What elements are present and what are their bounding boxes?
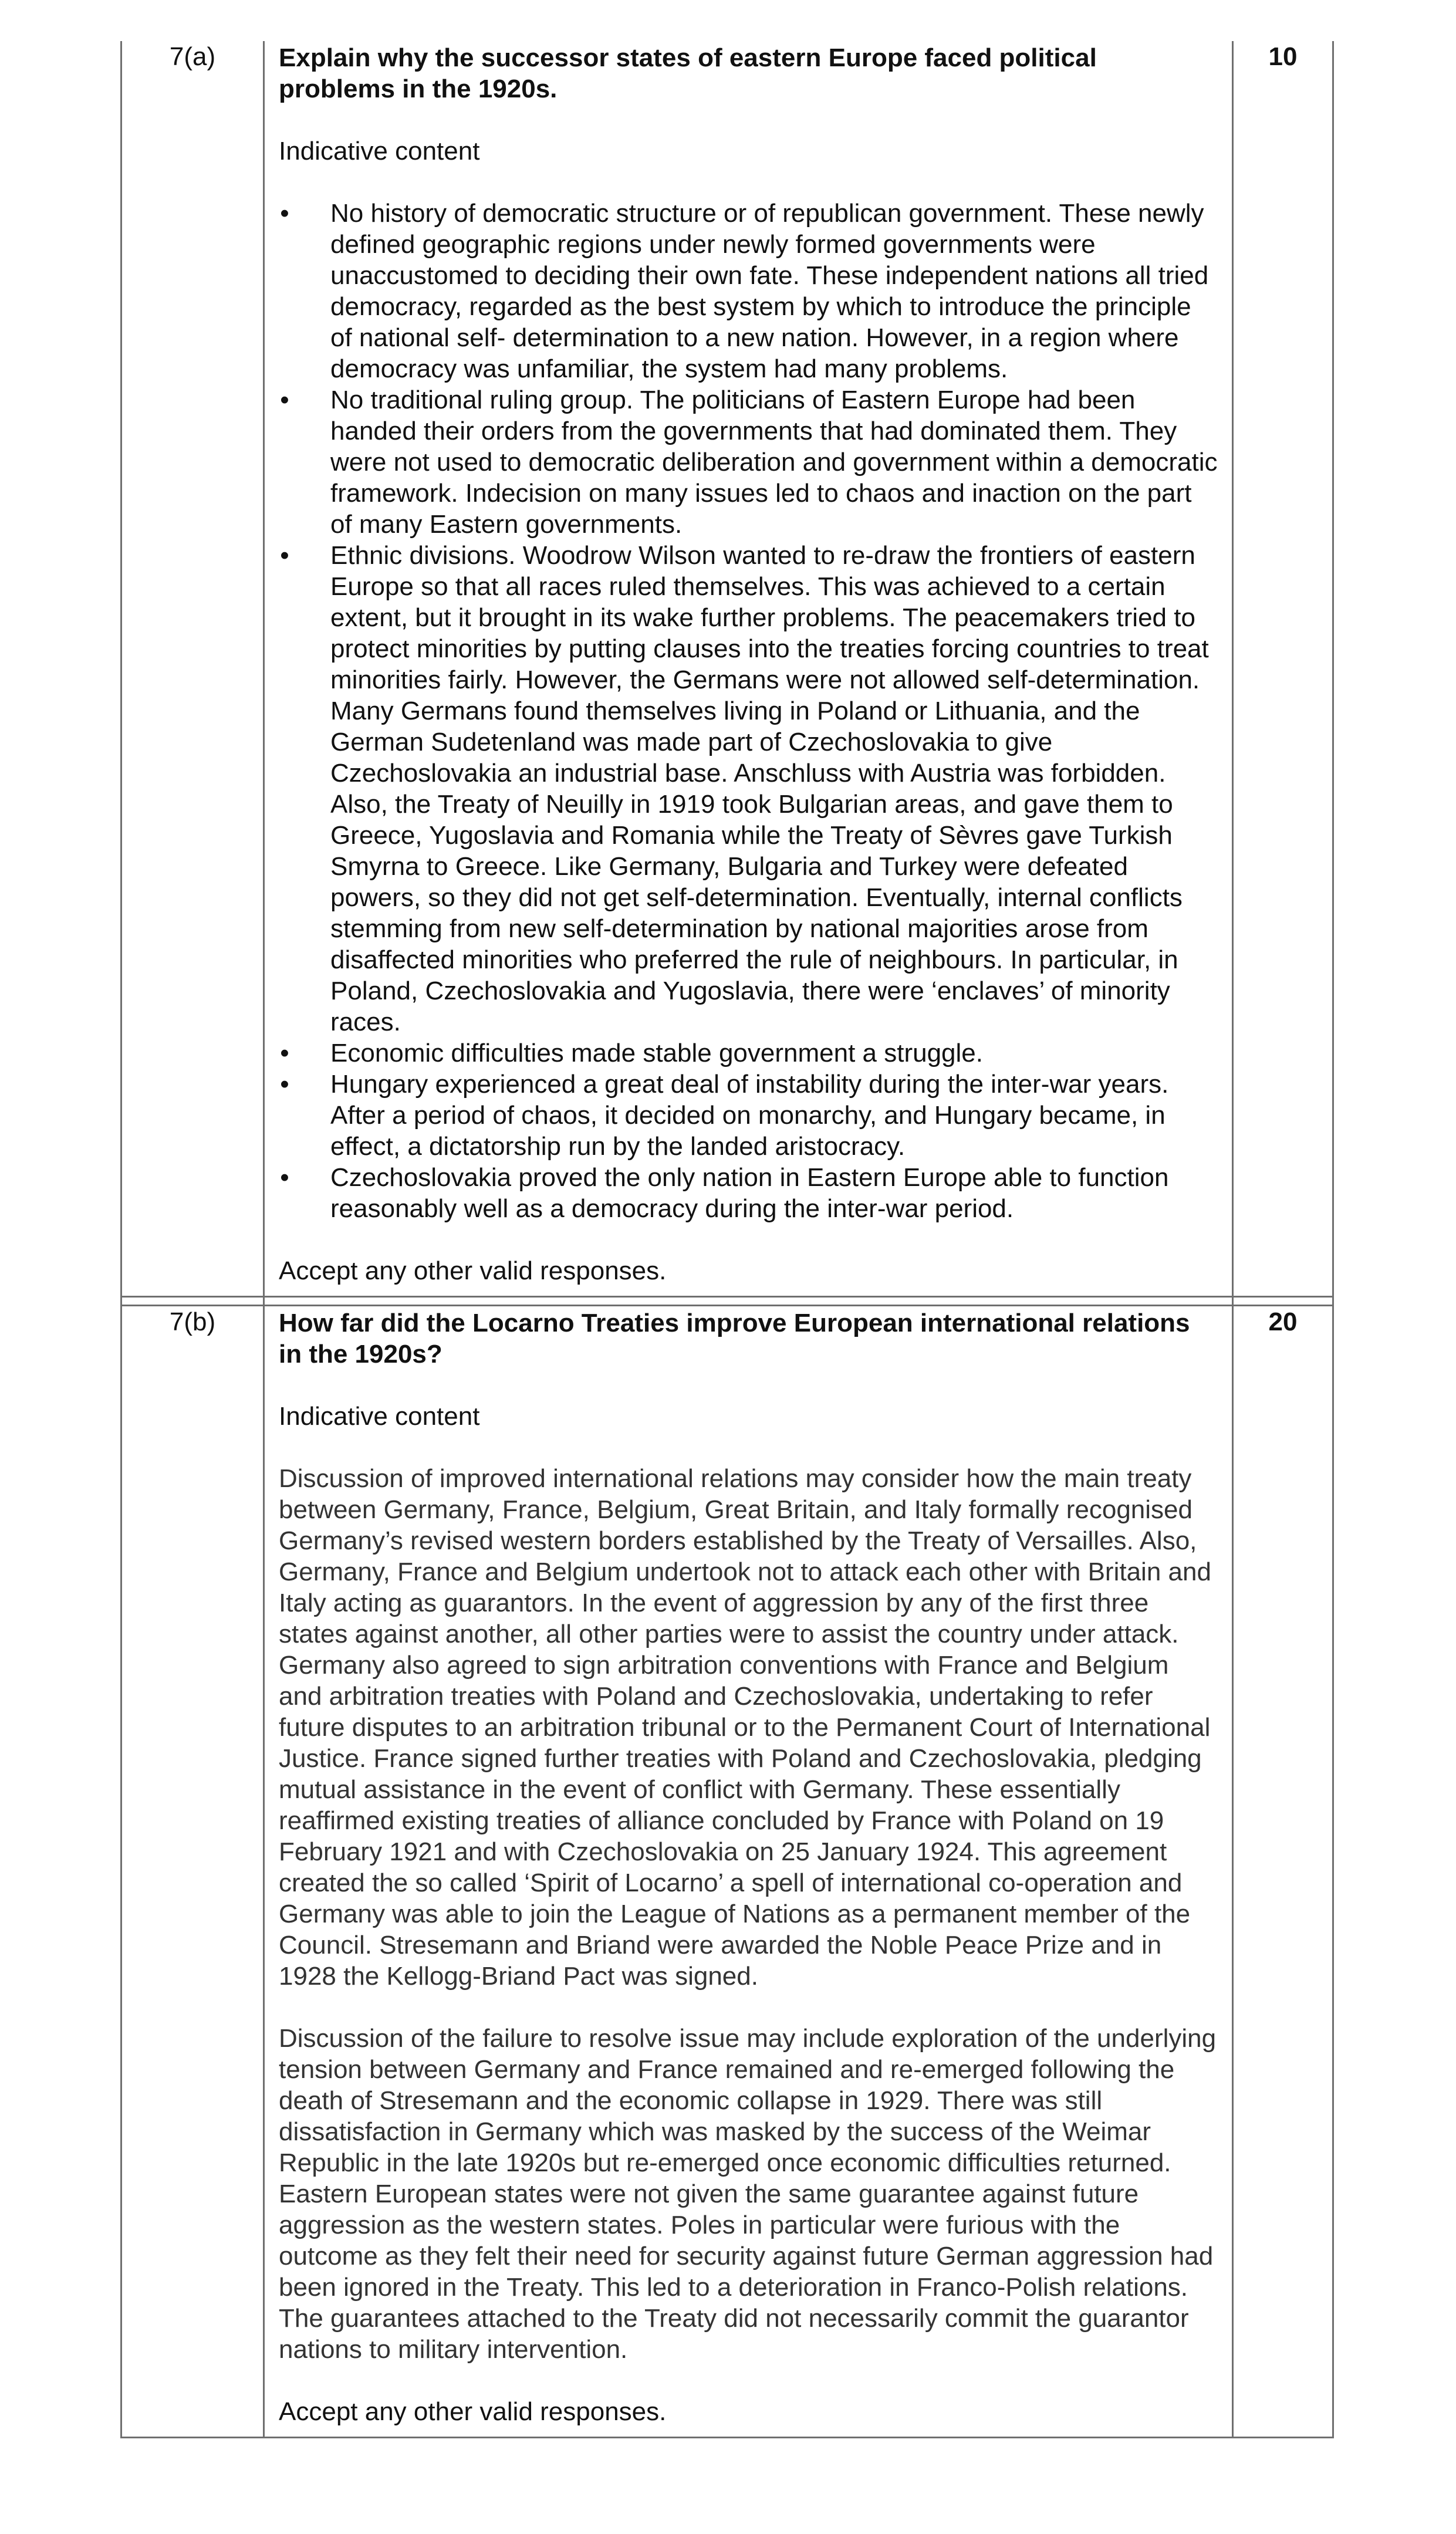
accept-note: Accept any other valid responses. (279, 1256, 667, 1285)
list-item: • Ethnic divisions. Woodrow Wilson wanted to re-draw the frontiers of eastern Europe so that all races ruled themselves. This was achieved to a certain extent, but it brought in its wake further problems. The peacemakers tried to protect minorities by putting clauses into the treaties forcing countries to treat minorities fairly. However, the Germans were not allowed self-determination. Many Germans found themselves living in Poland or Lithuania, and the German Sudetenland was made part of Czechoslovakia to give Czechoslovakia an industrial base. Anschluss with Austria was forbidden. Also, the Treaty of Neuilly in 1919 took Bulgarian areas, and gave them to Greece, Yugoslavia and Romania while the Treaty of Sèvres gave Turkish Smyrna to Greece. Like Germany, Bulgaria and Turkey were defeated powers, so they did not get self-determination. Eventually, internal conflicts stemming from new self-determination by national majorities arose from disaffected minorities who preferred the rule of neighbours. In particular, in Poland, Czechoslovakia and Yugoslavia, there were ‘enclaves’ of minority races. (279, 540, 1218, 1038)
answer-cell (265, 41, 1234, 1296)
bullet-icon: • (280, 386, 289, 414)
list-item: • Economic difficulties made stable government a struggle. (279, 1038, 1218, 1069)
row-divider (122, 1296, 1332, 1306)
bullet-icon: • (280, 1070, 289, 1099)
question-number: 7(a) (122, 41, 265, 1296)
indicative-content-label: Indicative content (279, 1402, 480, 1431)
answer-cell (265, 1306, 1234, 2437)
bullet-icon: • (280, 199, 289, 228)
bullet-icon: • (280, 1039, 289, 1067)
discussion-paragraph-failure: Discussion of the failure to resolve issue may include exploration of the underlying tension between Germany and France remained and re-emerged following the death of Stresemann and the economic collapse in 1929. There was still dissatisfaction in Germany which was masked by the success of the Weimar Republic in the late 1920s but re-emerged once economic difficulties returned. Eastern European states were not given the same guarantee against future aggression as the western states. Poles in particular were furious with the outcome as they felt their need for security against future German aggression had been ignored in the Treaty. This led to a deterioration in Franco-Polish relations. The guarantees attached to the Treaty did not necessarily commit the guarantor nations to military intervention. (279, 2024, 1217, 2364)
marks-value: 10 (1268, 42, 1298, 71)
marks-value: 20 (1268, 1307, 1298, 1336)
question-number: 7(b) (122, 1306, 265, 2437)
indicative-bullet-list (279, 198, 1218, 1224)
question-text: Explain why the successor states of eastern Europe faced political problems in the 1920s. (279, 43, 1097, 103)
indicative-content-label: Indicative content (279, 137, 480, 165)
question-row-7a (122, 41, 1332, 1296)
question-row-7b (122, 1306, 1332, 2438)
accept-note: Accept any other valid responses. (279, 2397, 667, 2426)
mark-scheme-table (120, 41, 1334, 2438)
discussion-paragraph-improved: Discussion of improved international relations may consider how the main treaty between Germany, France, Belgium, Great Britain, and Italy formally recognised Germany’s revised western borders established by the Treaty of Versailles. Also, Germany, France and Belgium undertook not to attack each other with Britain and Italy acting as guarantors. In the event of aggression by any of the first three states against another, all other parties were to assist the country under attack. Germany also agreed to sign arbitration conventions with France and Belgium and arbitration treaties with Poland and Czechoslovakia, undertaking to refer future disputes to an arbitration tribunal or to the Permanent Court of International Justice. France signed further treaties with Poland and Czechoslovakia, pledging mutual assistance in the event of conflict with Germany. These essentially reaffirmed existing treaties of alliance concluded by France with Poland on 19 February 1921 and with Czechoslovakia on 25 January 1924. This agreement created the so called ‘Spirit of Locarno’ a spell of international co-operation and Germany was able to join the League of Nations as a permanent member of the Council. Stresemann and Briand were awarded the Noble Peace Prize and in 1928 the Kellogg-Briand Pact was signed. (279, 1464, 1211, 1991)
list-item: • No traditional ruling group. The politicians of Eastern Europe had been handed their orders from the governments that had dominated them. They were not used to democratic deliberation and government within a democratic framework. Indecision on many issues led to chaos and inaction on the part of many Eastern governments. (279, 384, 1218, 540)
bullet-icon: • (280, 1163, 289, 1192)
list-item: • Czechoslovakia proved the only nation in Eastern Europe able to function reasonably well as a democracy during the inter-war period. (279, 1162, 1218, 1224)
list-item: • No history of democratic structure or of republican government. These newly defined geographic regions under newly formed governments were unaccustomed to deciding their own fate. These independent nations all tried democracy, regarded as the best system by which to introduce the principle of national self- determination to a new nation. However, in a region where democracy was unfamiliar, the system had many problems. (279, 198, 1218, 384)
list-item: • Hungary experienced a great deal of instability during the inter-war years. After a period of chaos, it decided on monarchy, and Hungary became, in effect, a dictatorship run by the landed aristocracy. (279, 1069, 1218, 1162)
bullet-icon: • (280, 541, 289, 570)
question-text: How far did the Locarno Treaties improve European international relations in the 1920s? (279, 1309, 1190, 1369)
